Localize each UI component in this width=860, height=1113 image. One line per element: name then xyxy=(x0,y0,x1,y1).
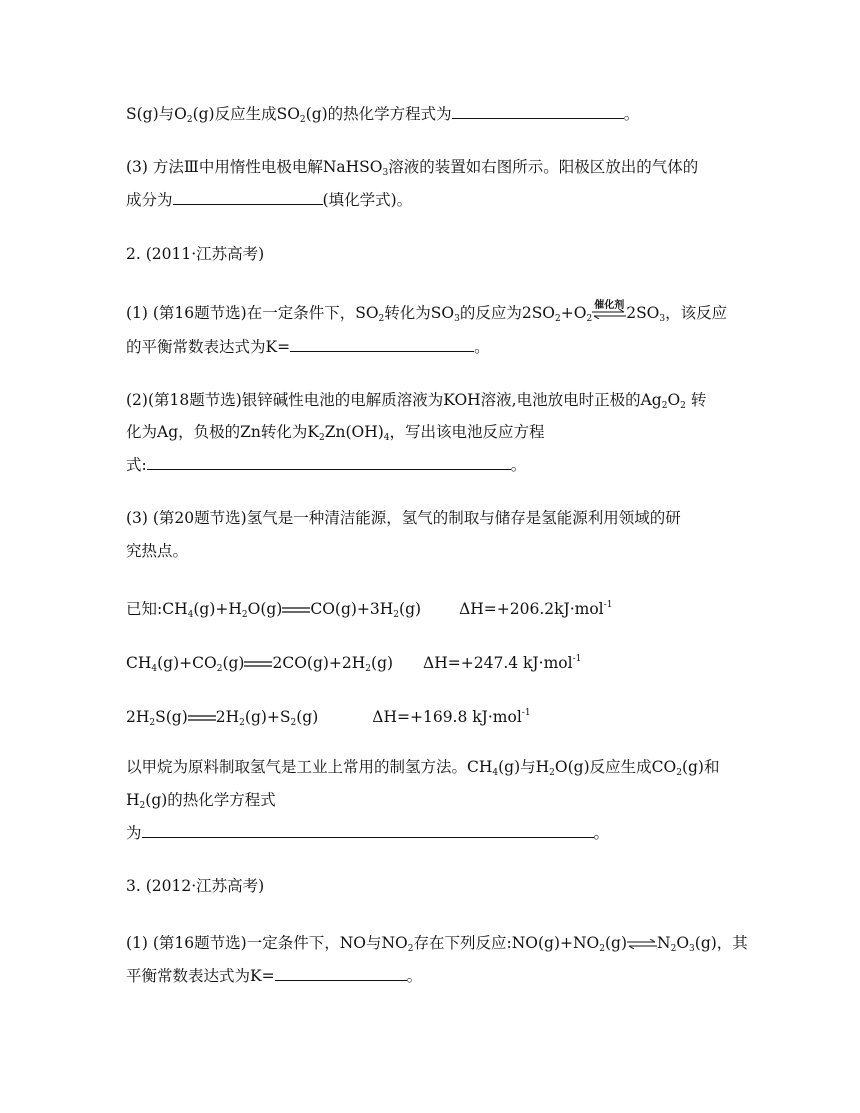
text: 转 xyxy=(685,391,707,409)
question-line xyxy=(126,422,545,448)
subscript: 2 xyxy=(670,944,677,954)
subscript: 2 xyxy=(299,115,306,125)
subscript: 2 xyxy=(241,610,248,620)
text: (3) 方法Ⅲ中用惰性电极电解NaHSO xyxy=(126,158,383,176)
text: 。 xyxy=(510,456,527,474)
enthalpy-value: ΔH=+206.2kJ·mol xyxy=(459,600,604,618)
question-line xyxy=(126,300,728,329)
equilibrium-arrow-icon xyxy=(627,939,657,949)
subscript: 2 xyxy=(239,718,245,728)
subscript: 4 xyxy=(383,433,390,443)
text: (g) xyxy=(605,934,628,952)
question-line xyxy=(126,337,490,357)
text: 2CO(g)+2H xyxy=(272,654,366,672)
text: O xyxy=(676,934,690,952)
subscript: 2 xyxy=(549,768,555,778)
text: ，写出该电池反应方程 xyxy=(389,423,545,441)
subscript: 2 xyxy=(378,314,385,324)
text: CH xyxy=(126,654,152,672)
double-bar-equals-icon xyxy=(244,660,272,668)
subscript: 2 xyxy=(676,768,682,778)
superscript: -1 xyxy=(572,654,582,664)
text: +O xyxy=(560,304,587,322)
answer-blank[interactable] xyxy=(290,337,474,352)
subscript: 3 xyxy=(454,314,460,324)
subscript: 2 xyxy=(407,944,414,954)
enthalpy-value: ΔH=+247.4 kJ·mol xyxy=(423,654,573,672)
equation-line xyxy=(126,649,581,679)
superscript: -1 xyxy=(603,600,613,610)
text: 存在下列反应:NO(g)+NO xyxy=(413,934,600,952)
text: Zn(OH) xyxy=(324,423,384,441)
question-line xyxy=(126,933,748,959)
text: (g) xyxy=(371,654,394,672)
question-line xyxy=(126,455,526,475)
text: 2H xyxy=(215,708,240,726)
question-line xyxy=(126,390,706,416)
subscript: 3 xyxy=(689,944,695,954)
double-bar-equals-icon xyxy=(188,714,216,722)
text: (g) xyxy=(296,708,319,726)
text: (g)的热化学方程式为 xyxy=(305,105,452,123)
text: 。 xyxy=(623,105,640,123)
text: 的平衡常数表达式为K= xyxy=(126,338,291,356)
text: (g) xyxy=(399,600,422,618)
catalyst-label: 催化剂 xyxy=(594,300,625,311)
subscript: 2 xyxy=(365,664,372,674)
text: 已知:CH xyxy=(126,600,188,618)
text: (g)与H xyxy=(498,758,550,776)
answer-blank[interactable] xyxy=(142,823,594,838)
double-bar-equals-icon xyxy=(282,606,310,614)
text: (2)(第18题节选)银锌碱性电池的电解质溶液为KOH溶液,电池放电时正极的Ag xyxy=(126,391,662,409)
text: 成分为 xyxy=(126,191,173,209)
question-line xyxy=(126,757,719,783)
subscript: 2 xyxy=(318,433,325,443)
text: S(g)与O xyxy=(126,105,187,123)
text: (1) (第16题节选)在一定条件下，SO xyxy=(126,304,379,322)
text: O(g) xyxy=(247,600,283,618)
subscript: 2 xyxy=(393,610,400,620)
subscript: 3 xyxy=(382,168,389,178)
subscript: 2 xyxy=(586,314,593,324)
text: 。 xyxy=(593,824,610,842)
subscript: 2 xyxy=(599,944,605,954)
question-line: (3) (第20题节选)氢气是一种清洁能源，氢气的制取与储存是氢能源利用领域的研 xyxy=(126,509,681,527)
answer-blank[interactable] xyxy=(275,966,407,981)
text: 化为Ag，负极的Zn转化为K xyxy=(126,423,319,441)
text: 转化为SO xyxy=(384,304,455,322)
text: 式: xyxy=(126,456,147,474)
text: 的反应为2SO xyxy=(459,304,556,322)
subscript: 2 xyxy=(661,401,668,411)
text: 平衡常数表达式为K= xyxy=(126,967,275,985)
question-heading: 3. (2012·江苏高考) xyxy=(126,877,265,895)
text: (g)+H xyxy=(193,600,242,618)
subscript: 4 xyxy=(492,768,499,778)
text: 以甲烷为原料制取氢气是工业上常用的制氢方法。CH xyxy=(126,758,493,776)
subscript: 2 xyxy=(290,718,297,728)
answer-blank[interactable] xyxy=(452,104,624,119)
answer-blank[interactable] xyxy=(173,190,323,205)
question-line xyxy=(126,966,422,986)
text: (g)反应生成SO xyxy=(192,105,300,123)
text: (g) xyxy=(222,654,245,672)
text: 为 xyxy=(126,824,142,842)
subscript: 2 xyxy=(555,314,561,324)
text: (g)的热化学方程式 xyxy=(145,791,276,809)
text: 2H xyxy=(126,708,150,726)
subscript: 4 xyxy=(187,610,194,620)
question-line xyxy=(126,190,412,210)
subscript: 2 xyxy=(186,115,193,125)
question-line xyxy=(126,104,639,130)
text: N xyxy=(657,934,671,952)
equation-line xyxy=(126,595,612,625)
text: H xyxy=(126,791,140,809)
question-line: 究热点。 xyxy=(126,542,189,560)
enthalpy-value: ΔH=+169.8 kJ·mol xyxy=(372,708,522,726)
subscript: 4 xyxy=(151,664,158,674)
question-heading: 2. (2011·江苏高考) xyxy=(126,245,265,263)
text: S(g) xyxy=(155,708,188,726)
question-line xyxy=(126,823,609,843)
text: O xyxy=(667,391,681,409)
superscript: -1 xyxy=(521,708,531,718)
answer-blank[interactable] xyxy=(147,455,511,470)
text: (g)和 xyxy=(681,758,720,776)
question-line xyxy=(126,790,276,816)
text: (1) (第16题节选)一定条件下，NO与NO xyxy=(126,934,408,952)
equilibrium-arrow-icon xyxy=(592,300,626,319)
subscript: 2 xyxy=(149,718,156,728)
text: 溶液的装置如右图所示。阳极区放出的气体的 xyxy=(388,158,699,176)
subscript: 2 xyxy=(680,401,686,411)
text: CO(g)+3H xyxy=(310,600,394,618)
subscript: 3 xyxy=(659,314,666,324)
text: (g)+S xyxy=(244,708,291,726)
text: (填化学式)。 xyxy=(322,191,413,209)
subscript: 2 xyxy=(139,801,146,811)
text: 。 xyxy=(406,967,423,985)
equation-line xyxy=(126,703,531,733)
text: 。 xyxy=(474,338,490,356)
text: ，该反应 xyxy=(665,304,728,322)
subscript: 2 xyxy=(216,664,223,674)
text: (g)，其 xyxy=(694,934,748,952)
text: O(g)反应生成CO xyxy=(554,758,677,776)
text: 2SO xyxy=(626,304,660,322)
question-line xyxy=(126,157,698,183)
text: (g)+CO xyxy=(157,654,217,672)
